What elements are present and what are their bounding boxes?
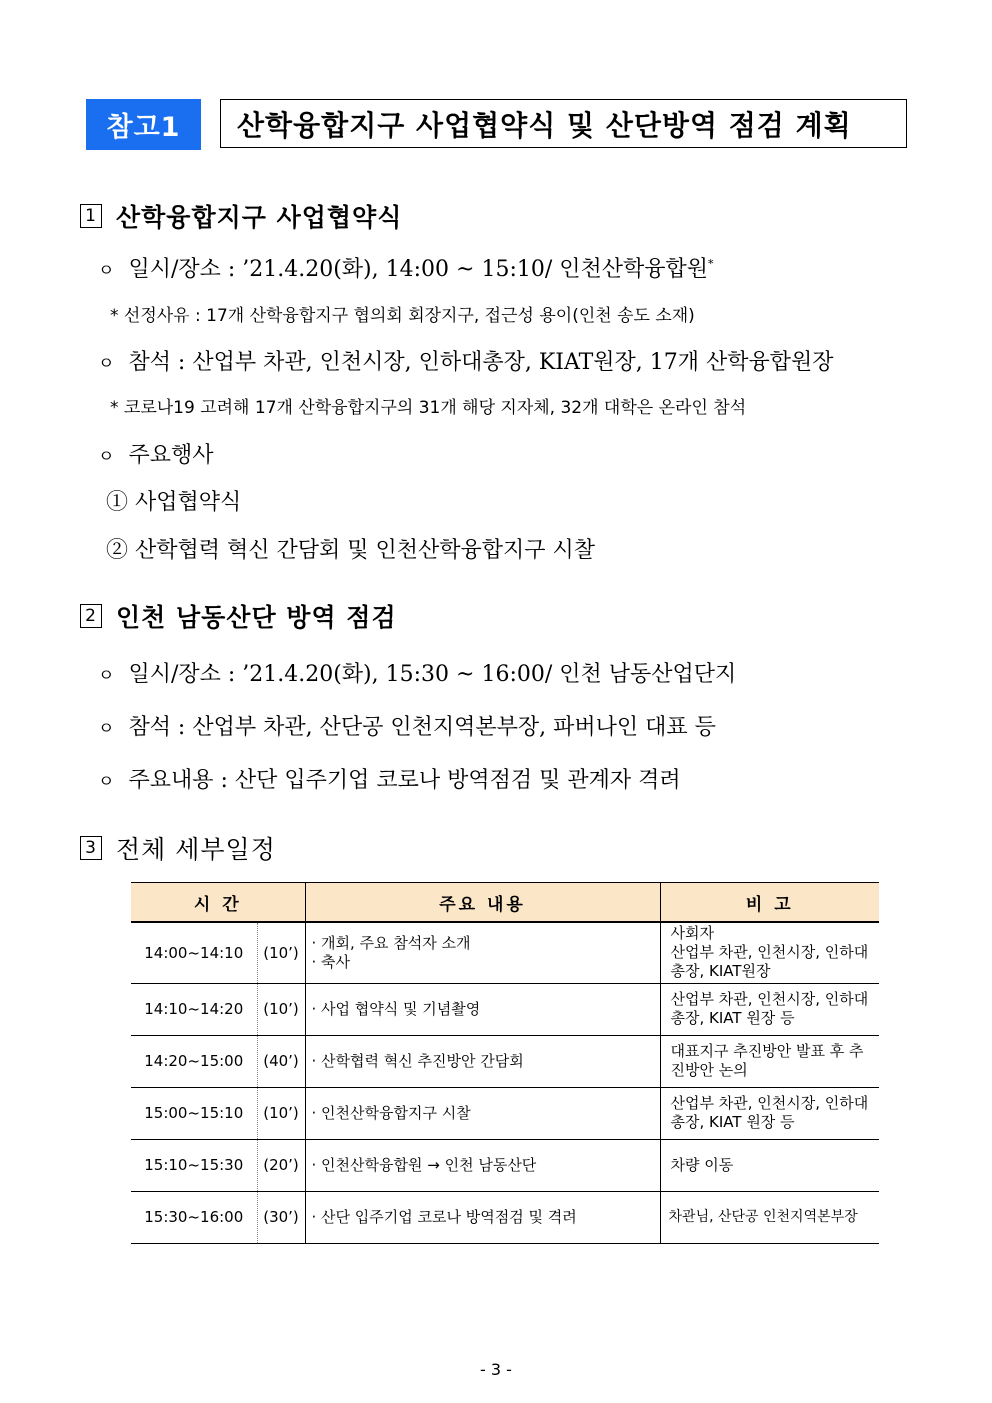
schedule-row [131,1191,879,1243]
header-content: 주요 내용 [305,883,660,923]
schedule-row [131,1035,879,1087]
bullet-mark: ㅇ [98,447,115,467]
bullet-mark: ㅇ [98,719,115,739]
s1-note-online: * 코로나19 고려해 17개 산학융합지구의 31개 해당 지자체, 32개 대학은 온라인 참석 [110,398,747,418]
section-1-heading [80,198,402,234]
s2-date-place: 일시/장소 : ’21.4.20(화), 15:30 ~ 16:00/ 인천 남동산업단지 [128,662,737,687]
s1-event-2: ② 산학협력 혁신 간담회 및 인천산학융합지구 시찰 [106,538,596,563]
page-number: - 3 - [480,1360,512,1379]
header-time: 시 간 [131,883,305,923]
schedule-row [131,1087,879,1139]
schedule-header-row [131,883,879,923]
row-duration: (10’) [257,1087,305,1139]
row-content: · 개회, 주요 참석자 소개 · 축사 [305,922,660,983]
row-duration: (10’) [257,983,305,1035]
row-duration: (40’) [257,1035,305,1087]
s2-attendees: 참석 : 산업부 차관, 산단공 인천지역본부장, 파버나인 대표 등 [128,715,716,740]
row-duration: (10’) [257,922,305,983]
row-time: 15:10~15:30 [131,1139,257,1191]
row-content: · 인천산학융합지구 시찰 [305,1087,660,1139]
row-note: 사회자 산업부 차관, 인천시장, 인하대 총장, KIAT원장 [660,922,879,983]
row-time: 15:30~16:00 [131,1191,257,1243]
s2-main-content: 주요내용 : 산단 입주기업 코로나 방역점검 및 관계자 격려 [128,768,681,793]
section-2-heading [80,598,397,634]
row-note: 차관님, 산단공 인천지역본부장 [660,1191,879,1243]
row-time: 14:20~15:00 [131,1035,257,1087]
document-title: 산학융합지구 사업협약식 및 산단방역 점검 계획 [220,99,907,148]
footnote-mark: * [708,257,714,271]
s2-date-place-item [98,657,736,688]
s1-attendees-item [98,345,834,376]
row-content: · 산학협력 혁신 추진방안 간담회 [305,1035,660,1087]
row-content: · 산단 입주기업 코로나 방역점검 및 격려 [305,1191,660,1243]
s1-date-place: 일시/장소 : ’21.4.20(화), 14:00 ~ 15:10/ 인천산학융합원 [128,257,709,282]
row-time: 14:10~14:20 [131,983,257,1035]
row-note: 산업부 차관, 인천시장, 인하대총장, KIAT 원장 등 [660,983,879,1035]
bullet-mark: ㅇ [98,261,115,281]
section-3-number: 3 [80,836,102,860]
row-note: 차량 이동 [660,1139,879,1191]
row-content: · 인천산학융합원 → 인천 남동산단 [305,1139,660,1191]
bullet-mark: ㅇ [98,772,115,792]
bullet-mark: ㅇ [98,666,115,686]
section-1-number: 1 [80,204,102,228]
s1-main-events-item [98,438,213,469]
reference-badge: 참고1 [86,99,201,150]
s1-note-selection: * 선정사유 : 17개 산학융합지구 협의회 회장지구, 접근성 용이(인천 송도 소재) [110,306,695,326]
row-duration: (30’) [257,1191,305,1243]
row-note: 산업부 차관, 인천시장, 인하대총장, KIAT 원장 등 [660,1087,879,1139]
header-note: 비 고 [660,883,879,923]
s1-main-events-label: 주요행사 [128,443,214,468]
schedule-table [131,882,879,1244]
section-2-number: 2 [80,604,102,628]
bullet-mark: ㅇ [98,354,115,374]
s1-attendees: 참석 : 산업부 차관, 인천시장, 인하대총장, KIAT원장, 17개 산학융합원장 [128,350,834,375]
s2-attendees-item [98,710,716,741]
s2-main-content-item [98,763,681,794]
s1-date-place-item [98,252,714,283]
section-3-heading [80,830,276,866]
schedule-row [131,1139,879,1191]
section-2-title: 인천 남동산단 방역 점검 [116,603,397,632]
section-3-title: 전체 세부일정 [116,835,276,864]
row-time: 14:00~14:10 [131,922,257,983]
section-1-title: 산학융합지구 사업협약식 [116,203,403,232]
schedule-row [131,922,879,983]
schedule-row [131,983,879,1035]
row-time: 15:00~15:10 [131,1087,257,1139]
s1-event-1: ① 사업협약식 [106,490,242,515]
row-content: · 사업 협약식 및 기념촬영 [305,983,660,1035]
row-note: 대표지구 추진방안 발표 후 추진방안 논의 [660,1035,879,1087]
row-duration: (20’) [257,1139,305,1191]
